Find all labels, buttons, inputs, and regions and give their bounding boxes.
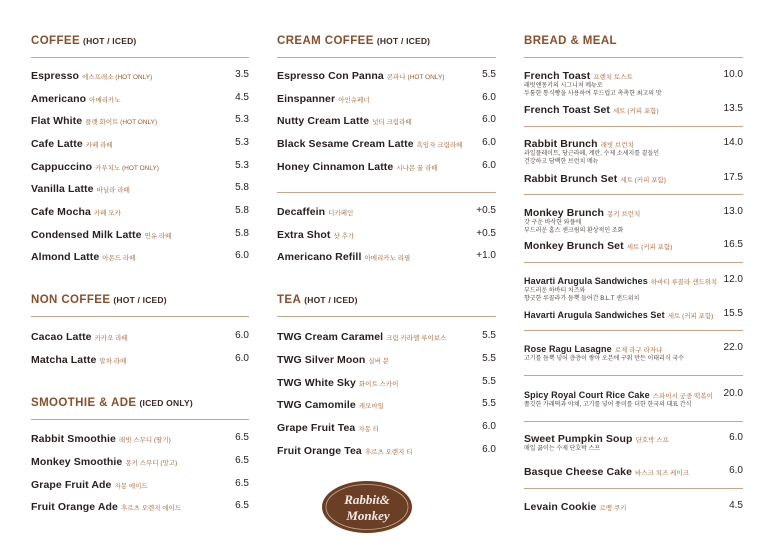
item-price: 17.5 (723, 172, 743, 183)
item-price: 22.0 (723, 342, 743, 353)
item-price: 6.0 (482, 137, 496, 148)
item-name: Havarti Arugula Sandwiches Set (524, 310, 665, 320)
item-name: Havarti Arugula Sandwiches (524, 276, 648, 286)
item-name: Cacao Latte (31, 331, 92, 343)
menu-item-monkey-brunch (524, 205, 743, 219)
item-price: +0.5 (476, 228, 496, 239)
item-price: 5.5 (482, 398, 496, 409)
item-korean-name: 카카오 라떼 (94, 335, 128, 342)
menu-item-twg-silver-moon (277, 352, 496, 366)
item-korean-name: 르뱅 쿠키 (599, 505, 627, 512)
item-korean-name: 아몬드 라떼 (102, 255, 136, 262)
menu-item-extra-shot (277, 227, 496, 241)
item-description: 건강하고 담백한 브런치 메뉴 (524, 159, 599, 165)
menu-item-cacao-latte (31, 329, 249, 343)
section-title-tea (277, 294, 496, 312)
item-korean-name: 후르츠 오렌지 에이드 (120, 505, 182, 512)
item-name: Honey Cinnamon Latte (277, 161, 394, 173)
item-korean-name: 후르츠 오렌지 티 (364, 449, 413, 456)
item-korean-name: 실버 문 (368, 358, 390, 365)
menu-item-nutty-cream-latte (277, 113, 496, 127)
item-price: 6.0 (482, 160, 496, 171)
item-name: Monkey Brunch (524, 207, 605, 219)
item-price: 6.0 (235, 250, 249, 261)
section-subtitle: (ICED ONLY) (139, 398, 193, 408)
item-price: 6.0 (235, 353, 249, 364)
section-subtitle: (HOT / ICED) (113, 295, 167, 305)
menu-item-matcha-latte (31, 352, 249, 366)
item-price: 6.0 (482, 92, 496, 103)
section-divider (31, 57, 249, 58)
menu-item-einspanner (277, 91, 496, 105)
item-price: 4.5 (235, 92, 249, 103)
item-price: 5.3 (235, 137, 249, 148)
item-name: Sweet Pumpkin Soup (524, 433, 633, 445)
item-name: TWG Silver Moon (277, 354, 366, 366)
item-korean-name: 카푸치노 (HOT ONLY) (95, 165, 159, 172)
menu-item-fruit-orange-tea (277, 443, 496, 457)
item-korean-name: 화이트 스카이 (358, 381, 399, 388)
item-name: Rabbit Brunch (524, 138, 598, 150)
menu-item-rabbit-smoothie (31, 431, 249, 445)
item-korean-name: 캐모마일 (358, 403, 384, 410)
item-price: 4.5 (729, 500, 743, 511)
item-korean-name: 콘파나 (HOT ONLY) (386, 74, 445, 81)
item-price: 5.8 (235, 228, 249, 239)
item-name: Fruit Orange Ade (31, 501, 118, 513)
item-price: 13.5 (723, 103, 743, 114)
item-description: 고기를 듬뿍 넣어 층층이 쌓아 오븐에 구워 만든 이태리식 국수 (524, 356, 684, 362)
item-name: Decaffein (277, 206, 326, 218)
item-name: TWG White Sky (277, 377, 356, 389)
menu-item-honey-cinnamon-latte (277, 159, 496, 173)
section-divider (524, 262, 743, 263)
item-price: 6.5 (235, 500, 249, 511)
item-price: 6.5 (235, 455, 249, 466)
item-price: 6.0 (482, 444, 496, 455)
section-divider (31, 316, 249, 317)
item-price: +1.0 (476, 250, 496, 261)
item-name: Rabbit Brunch Set (524, 173, 618, 185)
item-name: Spicy Royal Court Rice Cake (524, 390, 650, 400)
menu-item-spicy-royal-court-rice-cake (524, 387, 743, 401)
item-description: 부드러운 홈스 샌크림의 환상적인 조화 (524, 228, 624, 234)
section-title-non-coffee (31, 294, 249, 312)
menu-item-rabbit-brunch (524, 136, 743, 150)
item-korean-name: 하바티 루꼴라 샌드위치 (650, 279, 718, 286)
item-price: 15.5 (723, 308, 743, 319)
section-divider (524, 330, 743, 331)
item-name: Vanilla Latte (31, 183, 94, 195)
menu-item-fruit-orange-ade (31, 499, 249, 513)
item-korean-name: 크림 카라멜 루이보스 (386, 335, 447, 342)
column-middle (277, 0, 496, 547)
menu-item-french-toast-set (524, 102, 743, 116)
item-name: Extra Shot (277, 229, 331, 241)
item-korean-name: 아인슈페너 (338, 97, 370, 104)
item-name: Rose Ragu Lasagne (524, 344, 612, 354)
item-price: 5.3 (235, 114, 249, 125)
item-korean-name: 디카페인 (328, 210, 354, 217)
item-description: 부드러운 하바티 치즈와 (524, 288, 586, 294)
item-price: 12.0 (723, 274, 743, 285)
section-divider (524, 57, 743, 58)
menu-item-grape-fruit-tea (277, 420, 496, 434)
item-name: Almond Latte (31, 251, 100, 263)
item-name: Nutty Cream Latte (277, 115, 370, 127)
item-price: 20.0 (723, 388, 743, 399)
item-price: 6.0 (729, 465, 743, 476)
item-description: 래빗앤몽키의 시그니처 메뉴로 (524, 83, 603, 89)
item-name: Rabbit Smoothie (31, 433, 116, 445)
section-subtitle: (HOT / ICED) (83, 36, 137, 46)
menu-item-decaffein (277, 204, 496, 218)
item-korean-name: 흑임자 크림라떼 (416, 142, 463, 149)
section-title-bread-meal (524, 35, 743, 53)
item-price: 6.0 (729, 432, 743, 443)
section-title-smoothie-ade (31, 397, 249, 415)
item-korean-name: 래빗 스무디 (딸기) (118, 437, 171, 444)
item-price: 3.5 (235, 69, 249, 80)
item-price: 6.0 (235, 330, 249, 341)
menu-item-vanilla-latte (31, 181, 249, 195)
item-korean-name: 연유 라떼 (144, 233, 172, 240)
item-price: +0.5 (476, 205, 496, 216)
item-korean-name: 세트 (커피 포함) (620, 177, 666, 184)
logo-text-line1: Rabbit& (344, 492, 390, 507)
item-name: Grape Fruit Ade (31, 479, 112, 491)
item-korean-name: 바닐라 라떼 (96, 187, 130, 194)
item-name: Matcha Latte (31, 354, 97, 366)
item-korean-name: 카페 라떼 (85, 142, 113, 149)
item-korean-name: 에스프레소 (HOT ONLY) (82, 74, 153, 81)
item-price: 16.5 (723, 239, 743, 250)
item-price: 14.0 (723, 137, 743, 148)
column-right (524, 0, 743, 547)
item-name: Flat White (31, 115, 83, 127)
menu-item-flat-white (31, 113, 249, 127)
item-description: 과일플레이트, 당근라페, 계란, 수제 소세지를 곁들인 (524, 151, 660, 157)
section-title-coffee (31, 35, 249, 53)
item-name: Einspanner (277, 93, 336, 105)
section-divider (277, 316, 496, 317)
logo-text-line2: Monkey (346, 508, 390, 523)
logo-badge-shape (322, 481, 412, 533)
menu-item-cafe-mocha (31, 204, 249, 218)
section-divider (524, 488, 743, 489)
item-korean-name: 세트 (커피 포함) (626, 244, 673, 251)
item-name: Fruit Orange Tea (277, 445, 362, 457)
item-price: 6.0 (482, 114, 496, 125)
item-name: French Toast (524, 70, 591, 82)
menu-item-havarti-arugula-sandwiches-set (524, 307, 743, 321)
item-name: Cafe Mocha (31, 206, 91, 218)
menu-item-condensed-milk-latte (31, 227, 249, 241)
item-description: 갓 구운 바삭한 와플에 (524, 220, 582, 226)
item-korean-name: 아메리카노 (89, 97, 121, 104)
item-name: Black Sesame Cream Latte (277, 138, 414, 150)
item-korean-name: 단호박 스프 (635, 437, 669, 444)
menu-item-rose-ragu-lasagne (524, 341, 743, 355)
item-name: Monkey Smoothie (31, 456, 123, 468)
item-name: TWG Camomile (277, 399, 356, 411)
item-price: 5.5 (482, 330, 496, 341)
section-divider (524, 375, 743, 376)
item-description: 매일 끓이는 수제 단호박 스프 (524, 446, 601, 452)
menu-item-cafe-latte (31, 136, 249, 150)
item-description: 향긋한 루꼴라가 듬뿍 들어간 B.L.T 샌드위치 (524, 296, 640, 302)
menu-item-twg-cream-caramel (277, 329, 496, 343)
section-title-text: TEA (277, 294, 302, 306)
item-korean-name: 스파이시 궁중 떡볶이 (652, 393, 713, 400)
item-name: Monkey Brunch Set (524, 240, 624, 252)
item-price: 5.3 (235, 160, 249, 171)
item-price: 5.8 (235, 182, 249, 193)
menu-item-americano-refill (277, 249, 496, 263)
item-name: Levain Cookie (524, 501, 597, 513)
section-divider (524, 126, 743, 127)
item-korean-name: 시나몬 꿀 라떼 (396, 165, 438, 172)
item-price: 6.0 (482, 421, 496, 432)
menu-item-cappuccino (31, 159, 249, 173)
menu-item-espresso (31, 68, 249, 82)
menu-item-rabbit-brunch-set (524, 171, 743, 185)
item-korean-name: 아메리카노 리필 (364, 255, 411, 262)
section-title-text: SMOOTHIE & ADE (31, 397, 137, 409)
section-divider (277, 192, 496, 193)
item-name: Espresso Con Panna (277, 70, 384, 82)
item-name: Grape Fruit Tea (277, 422, 356, 434)
menu-item-grape-fruit-ade (31, 477, 249, 491)
item-name: Cafe Latte (31, 138, 83, 150)
menu-item-basque-cheese-cake (524, 464, 743, 478)
menu-item-twg-white-sky (277, 375, 496, 389)
item-korean-name: 세트 (커피 포함) (667, 313, 714, 320)
item-price: 5.5 (482, 69, 496, 80)
menu-item-black-sesame-cream-latte (277, 136, 496, 150)
item-price: 6.5 (235, 478, 249, 489)
item-price: 10.0 (723, 69, 743, 80)
menu-item-americano (31, 91, 249, 105)
item-name: TWG Cream Caramel (277, 331, 384, 343)
section-subtitle: (HOT / ICED) (376, 36, 431, 46)
menu-item-twg-camomile (277, 397, 496, 411)
menu-item-havarti-arugula-sandwiches (524, 273, 743, 287)
item-name: French Toast Set (524, 104, 611, 116)
item-name: Basque Cheese Cake (524, 466, 633, 478)
item-korean-name: 카페 모카 (93, 210, 121, 217)
menu-item-sweet-pumpkin-soup (524, 431, 743, 445)
item-price: 5.5 (482, 376, 496, 387)
section-divider (524, 194, 743, 195)
section-title-cream-coffee (277, 35, 496, 53)
item-name: Espresso (31, 70, 80, 82)
item-korean-name: 바스크 치즈 케이크 (635, 470, 689, 477)
item-korean-name: 샷 추가 (333, 233, 355, 240)
item-korean-name: 로제 라구 라자냐 (614, 347, 663, 354)
item-price: 13.0 (723, 206, 743, 217)
item-korean-name: 프렌치 토스트 (593, 74, 633, 81)
menu-item-almond-latte (31, 249, 249, 263)
menu-item-monkey-brunch-set (524, 238, 743, 252)
section-title-text: COFFEE (31, 35, 81, 47)
item-korean-name: 래빗 브런치 (600, 142, 634, 149)
section-divider (277, 57, 496, 58)
item-description: 쫄깃한 가래떡과 야채, 고기를 넣어 풍미를 더한 한국의 대표 간식 (524, 402, 692, 408)
item-price: 5.5 (482, 353, 496, 364)
section-title-text: CREAM COFFEE (277, 35, 374, 47)
item-price: 5.8 (235, 205, 249, 216)
section-divider (31, 419, 249, 420)
item-korean-name: 넛티 크림라떼 (372, 119, 412, 126)
item-price: 6.5 (235, 432, 249, 443)
item-korean-name: 몽키 스무디 (망고) (125, 460, 178, 467)
menu-item-levain-cookie (524, 499, 743, 513)
item-korean-name: 세트 (커피 포함) (613, 108, 659, 115)
item-name: Condensed Milk Latte (31, 229, 142, 241)
section-title-text: NON COFFEE (31, 294, 111, 306)
item-korean-name: 플랫 화이트 (HOT ONLY) (85, 119, 158, 126)
menu-item-monkey-smoothie (31, 454, 249, 468)
item-korean-name: 몽키 브런치 (607, 211, 641, 218)
rabbit-monkey-logo (321, 480, 413, 534)
item-korean-name: 자몽 티 (358, 426, 379, 433)
item-name: Cappuccino (31, 161, 93, 173)
item-korean-name: 말차 라떼 (99, 358, 127, 365)
menu-item-espresso-con-panna (277, 68, 496, 82)
item-korean-name: 자몽 에이드 (114, 483, 148, 490)
item-name: Americano (31, 93, 87, 105)
section-subtitle: (HOT / ICED) (304, 295, 358, 305)
item-name: Americano Refill (277, 251, 362, 263)
section-title-text: BREAD & MEAL (524, 35, 617, 47)
section-divider (524, 421, 743, 422)
menu-item-french-toast (524, 68, 743, 82)
item-description: 두툼한 통식빵을 사용하여 부드럽고 촉촉한 최고의 맛 (524, 91, 662, 97)
column-left (31, 0, 249, 547)
